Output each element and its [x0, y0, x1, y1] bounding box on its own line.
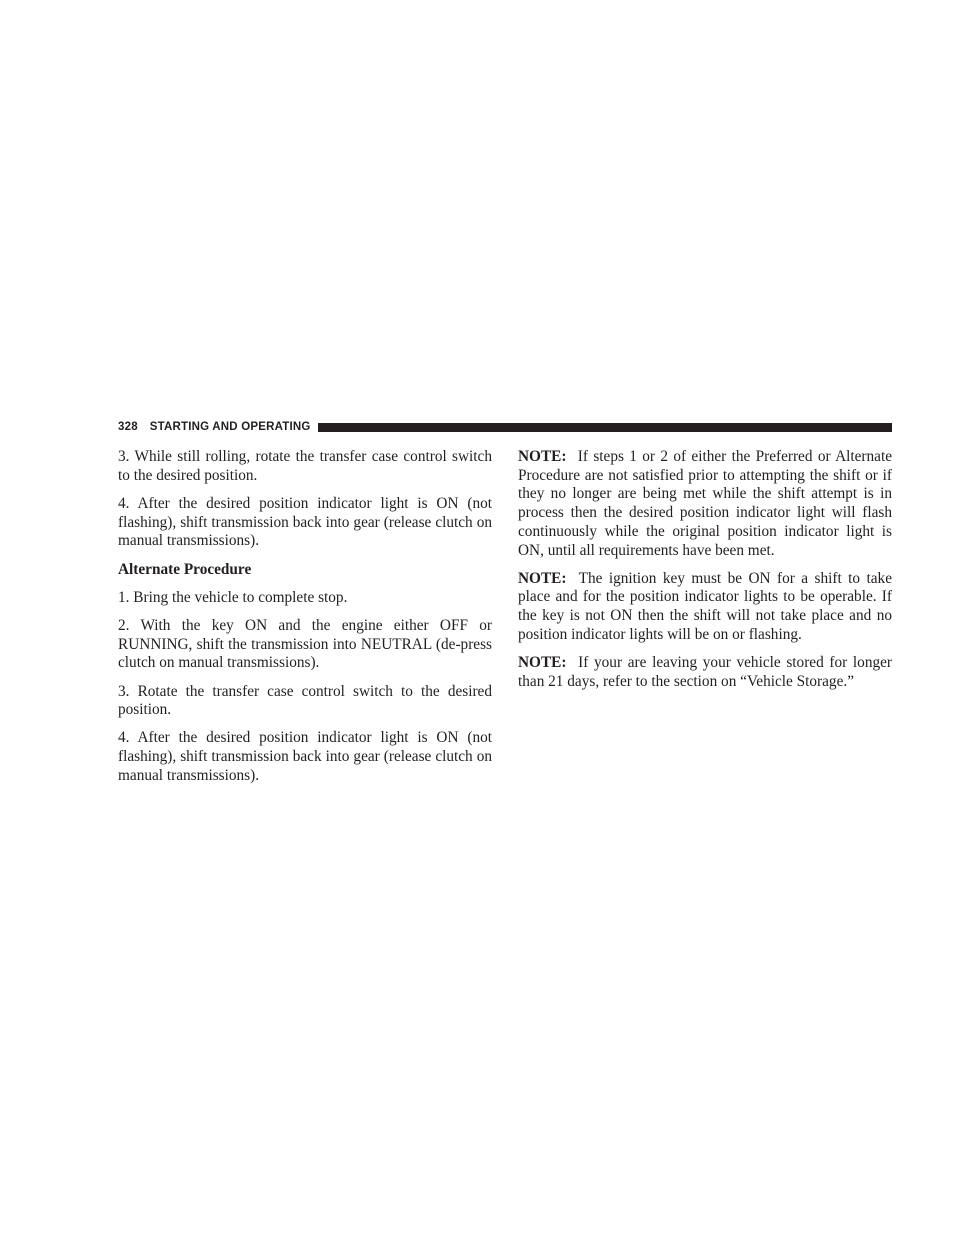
step-paragraph: 1. Bring the vehicle to complete stop. — [118, 588, 348, 606]
note-text: The ignition key must be ON for a shift to take place and for the position indicator lights to be operable. If the key is not ON then the shift will not take place and no position indicator lights will be on or flashing. — [518, 569, 892, 643]
step-paragraph: 4. After the desired position indicator light is ON (not flashing), shift transmission back into gear (release clutch on manual transmissions). — [118, 729, 492, 784]
note-text: If your are leaving your vehicle stored for longer than 21 days, refer to the section on “Vehicle Storage.” — [518, 654, 892, 690]
note-text: If steps 1 or 2 of either the Preferred or Alternate Procedure are not satisfied prior to attempting the shift or if they no longer are being met while the shift attempt is in process then the desired position indicator light will flash continuously while the original position indicator light is ON, until all requirements have been met. — [518, 448, 892, 559]
section-title: STARTING AND OPERATING — [149, 421, 311, 433]
note-paragraph — [518, 570, 892, 645]
note-label: NOTE: — [518, 448, 567, 465]
left-column — [118, 448, 492, 795]
page-header — [118, 420, 892, 434]
note-paragraph — [518, 654, 892, 691]
page-number: 328 — [118, 421, 138, 433]
note-label: NOTE: — [518, 654, 567, 672]
step-paragraph: 4. After the desired position indicator light is ON (not flashing), shift transmission back into gear (release clutch on manual transmissions). — [118, 494, 492, 550]
right-column — [518, 448, 892, 701]
alternate-procedure-heading: Alternate Procedure — [118, 560, 252, 578]
step-paragraph: 2. With the key ON and the engine either OFF or RUNNING, shift the transmission into NEUTRAL (de-press clutch on manual transmissions). — [118, 616, 492, 672]
step-paragraph: 3. While still rolling, rotate the transfer case control switch to the desired position. — [118, 448, 492, 484]
step-paragraph: 3. Rotate the transfer case control switch to the desired position. — [118, 682, 492, 719]
header-rule — [318, 423, 892, 432]
note-paragraph — [518, 448, 892, 560]
note-label: NOTE: — [518, 569, 567, 587]
